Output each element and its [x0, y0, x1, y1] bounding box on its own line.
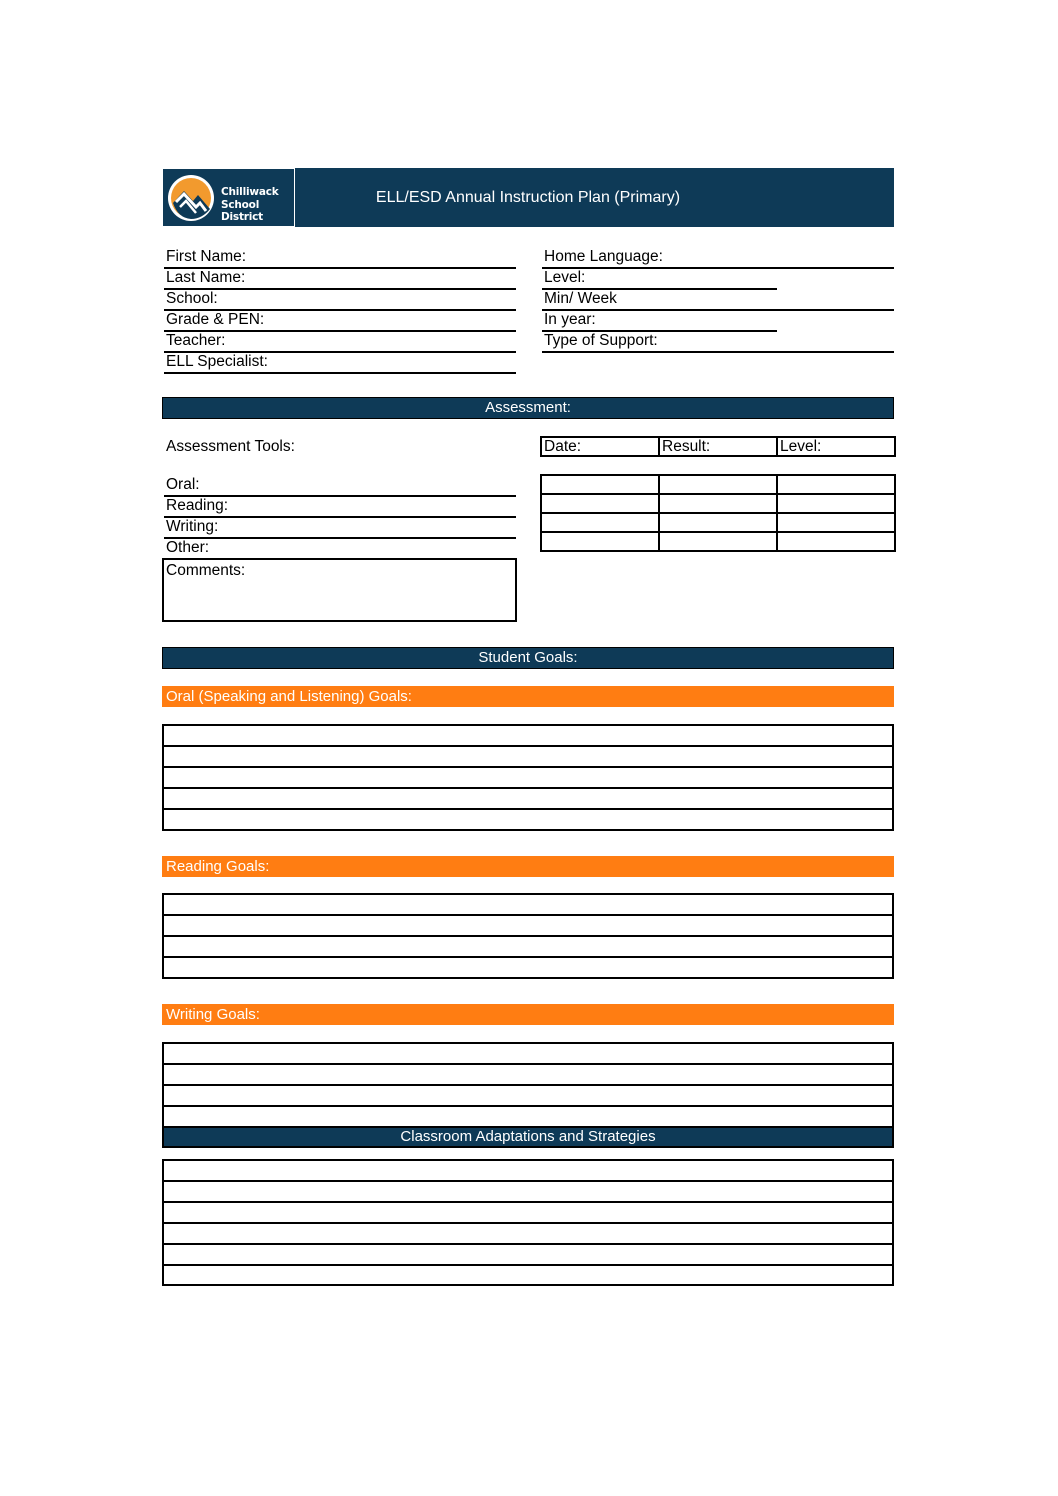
- adaptation-row[interactable]: [164, 1161, 892, 1182]
- goal-row[interactable]: [164, 916, 892, 937]
- oral-assessment-field[interactable]: [164, 475, 516, 497]
- writing-label: Writing:: [166, 518, 219, 535]
- adaptation-row[interactable]: [164, 1182, 892, 1203]
- last-name-label: Last Name:: [166, 269, 246, 286]
- in-year-field[interactable]: [542, 310, 777, 332]
- classroom-adaptations-header: Classroom Adaptations and Strategies: [164, 1128, 892, 1146]
- date-cell[interactable]: [541, 475, 659, 494]
- mountain-logo-icon: [166, 173, 216, 223]
- oral-label: Oral:: [166, 476, 200, 493]
- goal-row[interactable]: [164, 895, 892, 916]
- writing-assessment-field[interactable]: [164, 517, 516, 539]
- goal-row[interactable]: [164, 1044, 892, 1065]
- level-column-header: Level:: [777, 437, 895, 456]
- table-row: [541, 475, 895, 494]
- goal-row[interactable]: [164, 1107, 892, 1128]
- in-year-label: In year:: [544, 311, 596, 328]
- adaptation-row[interactable]: [164, 1266, 892, 1284]
- level-cell[interactable]: [777, 513, 895, 532]
- goal-row[interactable]: [164, 726, 892, 747]
- home-language-label: Home Language:: [544, 248, 663, 265]
- reading-goals-header: Reading Goals:: [162, 856, 894, 877]
- other-label: Other:: [166, 539, 210, 556]
- level-cell[interactable]: [777, 532, 895, 551]
- grade-pen-label: Grade & PEN:: [166, 311, 265, 328]
- writing-goals-header: Writing Goals:: [162, 1004, 894, 1025]
- teacher-field[interactable]: [164, 331, 516, 353]
- type-of-support-field[interactable]: [542, 331, 894, 353]
- first-name-label: First Name:: [166, 248, 247, 265]
- table-row: [541, 513, 895, 532]
- assessment-results-grid: [540, 474, 896, 552]
- grade-pen-field[interactable]: [164, 310, 516, 332]
- last-name-field[interactable]: [164, 268, 516, 290]
- logo-text-line1: Chilliwack: [221, 186, 279, 198]
- level-cell[interactable]: [777, 494, 895, 513]
- goal-row[interactable]: [164, 810, 892, 829]
- table-row: [541, 494, 895, 513]
- date-cell[interactable]: [541, 513, 659, 532]
- teacher-label: Teacher:: [166, 332, 226, 349]
- result-column-header: Result:: [659, 437, 777, 456]
- table-row: [541, 532, 895, 551]
- school-district-logo: [163, 169, 294, 226]
- other-assessment-field[interactable]: [164, 538, 516, 558]
- comments-box[interactable]: [162, 558, 517, 622]
- level-cell[interactable]: [777, 475, 895, 494]
- ell-specialist-field[interactable]: [164, 352, 516, 374]
- first-name-field[interactable]: [164, 247, 516, 269]
- result-cell[interactable]: [659, 513, 777, 532]
- goal-row[interactable]: [164, 958, 892, 977]
- logo-text-line2: School District: [221, 199, 264, 223]
- result-cell[interactable]: [659, 494, 777, 513]
- assessment-tools-label: Assessment Tools:: [166, 438, 295, 455]
- reading-assessment-field[interactable]: [164, 496, 516, 518]
- min-week-field[interactable]: [542, 289, 894, 311]
- goal-row[interactable]: [164, 1086, 892, 1107]
- oral-goals-grid: [162, 724, 894, 831]
- home-language-field[interactable]: [542, 247, 894, 269]
- school-label: School:: [166, 290, 218, 307]
- date-column-header: Date:: [541, 437, 659, 456]
- oral-goals-header: Oral (Speaking and Listening) Goals:: [162, 686, 894, 707]
- goal-row[interactable]: [164, 768, 892, 789]
- adaptation-row[interactable]: [164, 1224, 892, 1245]
- assessment-header: Assessment:: [162, 397, 894, 419]
- writing-goals-grid: [162, 1042, 894, 1148]
- min-week-label: Min/ Week: [544, 290, 617, 307]
- comments-label: Comments:: [166, 562, 246, 579]
- page-title: ELL/ESD Annual Instruction Plan (Primary): [375, 189, 681, 206]
- adaptation-row[interactable]: [164, 1203, 892, 1224]
- goal-row[interactable]: [164, 747, 892, 768]
- date-cell[interactable]: [541, 532, 659, 551]
- classroom-adaptations-grid: [162, 1159, 894, 1286]
- goal-row[interactable]: [164, 937, 892, 958]
- type-of-support-label: Type of Support:: [544, 332, 658, 349]
- ell-specialist-label: ELL Specialist:: [166, 353, 268, 370]
- result-cell[interactable]: [659, 532, 777, 551]
- student-goals-header: Student Goals:: [162, 647, 894, 669]
- goal-row[interactable]: [164, 1065, 892, 1086]
- school-field[interactable]: [164, 289, 516, 311]
- reading-label: Reading:: [166, 497, 229, 514]
- level-field[interactable]: [542, 268, 777, 290]
- assessment-columns-header: [540, 436, 896, 457]
- adaptation-row[interactable]: [164, 1245, 892, 1266]
- result-cell[interactable]: [659, 475, 777, 494]
- date-cell[interactable]: [541, 494, 659, 513]
- goal-row[interactable]: [164, 789, 892, 810]
- reading-goals-grid: [162, 893, 894, 979]
- level-label: Level:: [544, 269, 586, 286]
